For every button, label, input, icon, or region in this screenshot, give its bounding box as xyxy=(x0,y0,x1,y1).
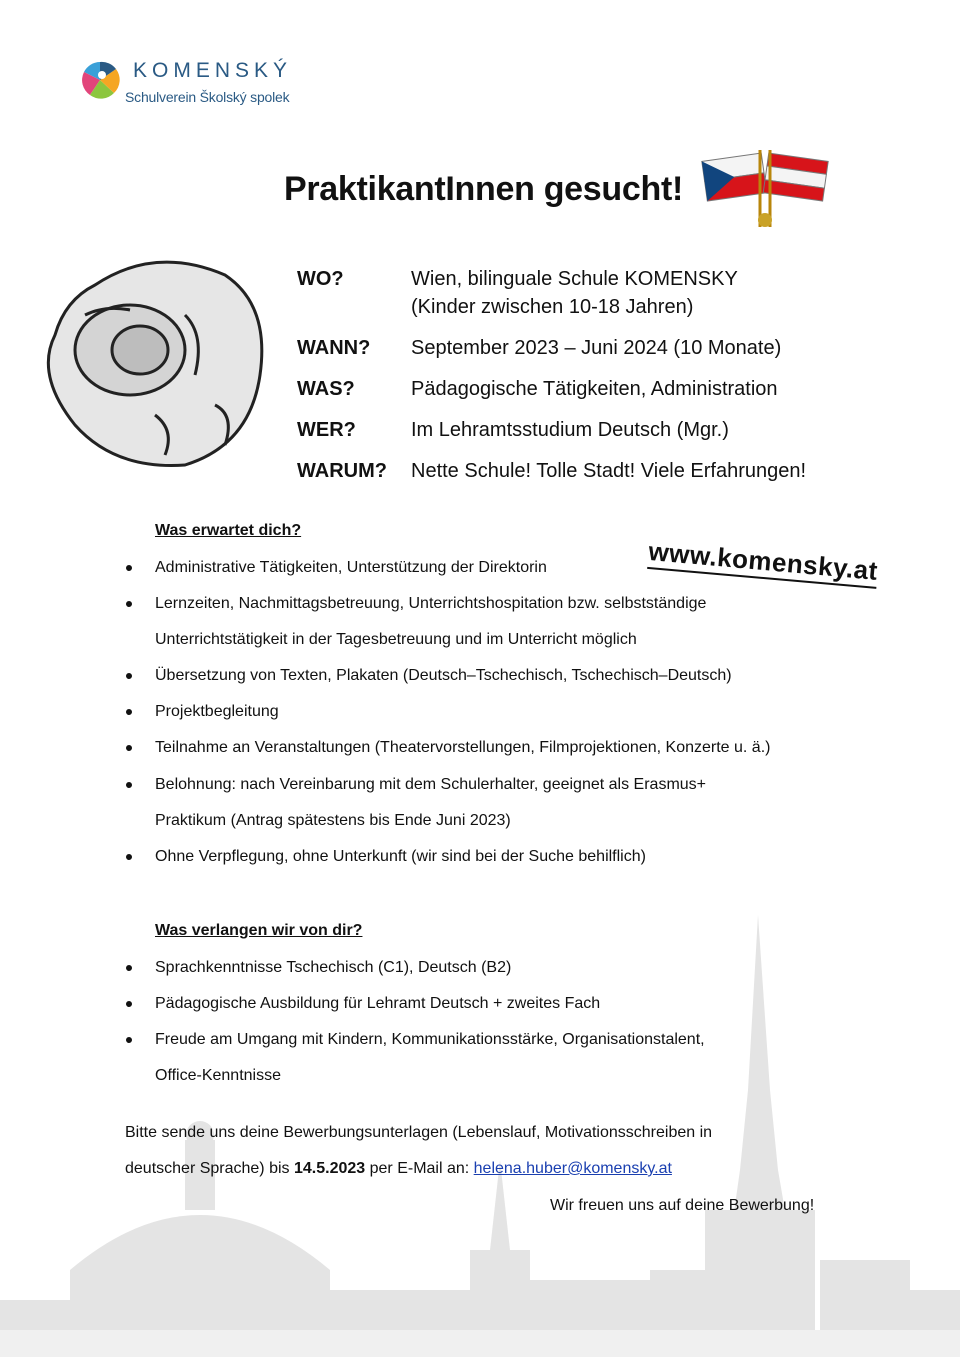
bullet-icon xyxy=(126,673,132,679)
list-item-text: Administrative Tätigkeiten, Unterstützung der Direktorin xyxy=(155,559,547,576)
website-link[interactable]: www.komensky.at xyxy=(647,536,879,589)
fact-key-wo: WO? xyxy=(297,268,344,290)
fact-value-warum: Nette Schule! Tolle Stadt! Viele Erfahrungen! xyxy=(411,460,807,482)
expect-heading: Was erwartet dich? xyxy=(155,522,302,539)
logo-subtitle: Schulverein Školský spolek xyxy=(125,89,290,105)
closing-line-2-middle: per E-Mail an: xyxy=(365,1160,474,1177)
list-item-text: Projektbegleitung xyxy=(155,703,279,720)
email-link[interactable]: helena.huber@komensky.at xyxy=(473,1160,672,1177)
expect-item-projects xyxy=(155,694,875,730)
fact-key-was: WAS? xyxy=(297,378,355,400)
bullet-icon xyxy=(126,965,132,971)
application-instructions xyxy=(125,1115,825,1187)
fact-value-was: Pädagogische Tätigkeiten, Administration xyxy=(411,378,778,400)
signoff-text: Wir freuen uns auf deine Bewerbung! xyxy=(550,1197,815,1214)
fact-key-wann: WANN? xyxy=(297,337,371,359)
list-item-text: Freude am Umgang mit Kindern, Kommunikationsstärke, Organisationstalent, xyxy=(155,1031,705,1048)
deadline-date: 14.5.2023 xyxy=(293,1160,366,1177)
list-item-text-continued: Unterrichtstätigkeit in der Tagesbetreuung und im Unterricht möglich xyxy=(155,631,637,648)
list-item-text: Sprachkenntnisse Tschechisch (C1), Deutsch (B2) xyxy=(155,959,512,976)
fact-value-wo-line1: Wien, bilinguale Schule KOMENSKY xyxy=(411,268,738,290)
bullet-icon xyxy=(126,601,132,607)
list-item-text: Pädagogische Ausbildung für Lehramt Deutsch + zweites Fach xyxy=(155,995,601,1012)
require-heading: Was verlangen wir von dir? xyxy=(155,922,363,939)
fact-key-warum: WARUM? xyxy=(297,460,387,482)
bullet-icon xyxy=(126,709,132,715)
fact-key-wer: WER? xyxy=(297,419,356,441)
komensky-logo-mark-icon xyxy=(80,55,124,105)
list-item-text: Ohne Verpflegung, ohne Unterkunft (wir sind bei der Suche behilflich) xyxy=(155,848,646,865)
expect-item-events xyxy=(155,730,875,766)
komensky-logo xyxy=(80,55,310,115)
expect-item-lodging xyxy=(155,839,875,875)
list-item-text-continued: Praktikum (Antrag spätestens bis Ende Juni 2023) xyxy=(155,812,511,829)
require-item-skills xyxy=(155,1022,875,1094)
closing-line-1: Bitte sende uns deine Bewerbungsunterlagen (Lebenslauf, Motivationsschreiben in xyxy=(125,1124,713,1141)
expect-item-learning xyxy=(155,586,875,658)
expect-item-reward xyxy=(155,767,875,839)
require-item-education xyxy=(155,986,875,1022)
bullet-icon xyxy=(126,854,132,860)
expect-item-admin xyxy=(155,550,875,586)
bullet-icon xyxy=(126,565,132,571)
pointing-hand-icon xyxy=(35,245,275,475)
require-item-language xyxy=(155,950,875,986)
list-item-text-continued: Office-Kenntnisse xyxy=(155,1067,281,1084)
bullet-icon xyxy=(126,745,132,751)
list-item-text: Lernzeiten, Nachmittagsbetreuung, Unterrichtshospitation bzw. selbstständige xyxy=(155,595,707,612)
closing-line-2-prefix: deutscher Sprache) bis xyxy=(125,1160,294,1177)
expect-item-translation xyxy=(155,658,875,694)
czech-austrian-flags-icon xyxy=(700,142,830,232)
bullet-icon xyxy=(126,1001,132,1007)
bullet-icon xyxy=(126,1037,132,1043)
list-item-text: Übersetzung von Texten, Plakaten (Deutsch–Tschechisch, Tschechisch–Deutsch) xyxy=(155,667,732,684)
list-item-text: Belohnung: nach Vereinbarung mit dem Schulerhalter, geeignet als Erasmus+ xyxy=(155,776,707,793)
bullet-icon xyxy=(126,782,132,788)
fact-value-wann: September 2023 – Juni 2024 (10 Monate) xyxy=(411,337,782,359)
fact-value-wer: Im Lehramtsstudium Deutsch (Mgr.) xyxy=(411,419,729,441)
fact-value-wo-line2: (Kinder zwischen 10-18 Jahren) xyxy=(411,296,694,318)
page-title: PraktikantInnen gesucht! xyxy=(284,170,683,208)
list-item-text: Teilnahme an Veranstaltungen (Theatervorstellungen, Filmprojektionen, Konzerte u. ä.) xyxy=(155,739,771,756)
logo-brand-name: KOMENSKÝ xyxy=(133,59,293,82)
